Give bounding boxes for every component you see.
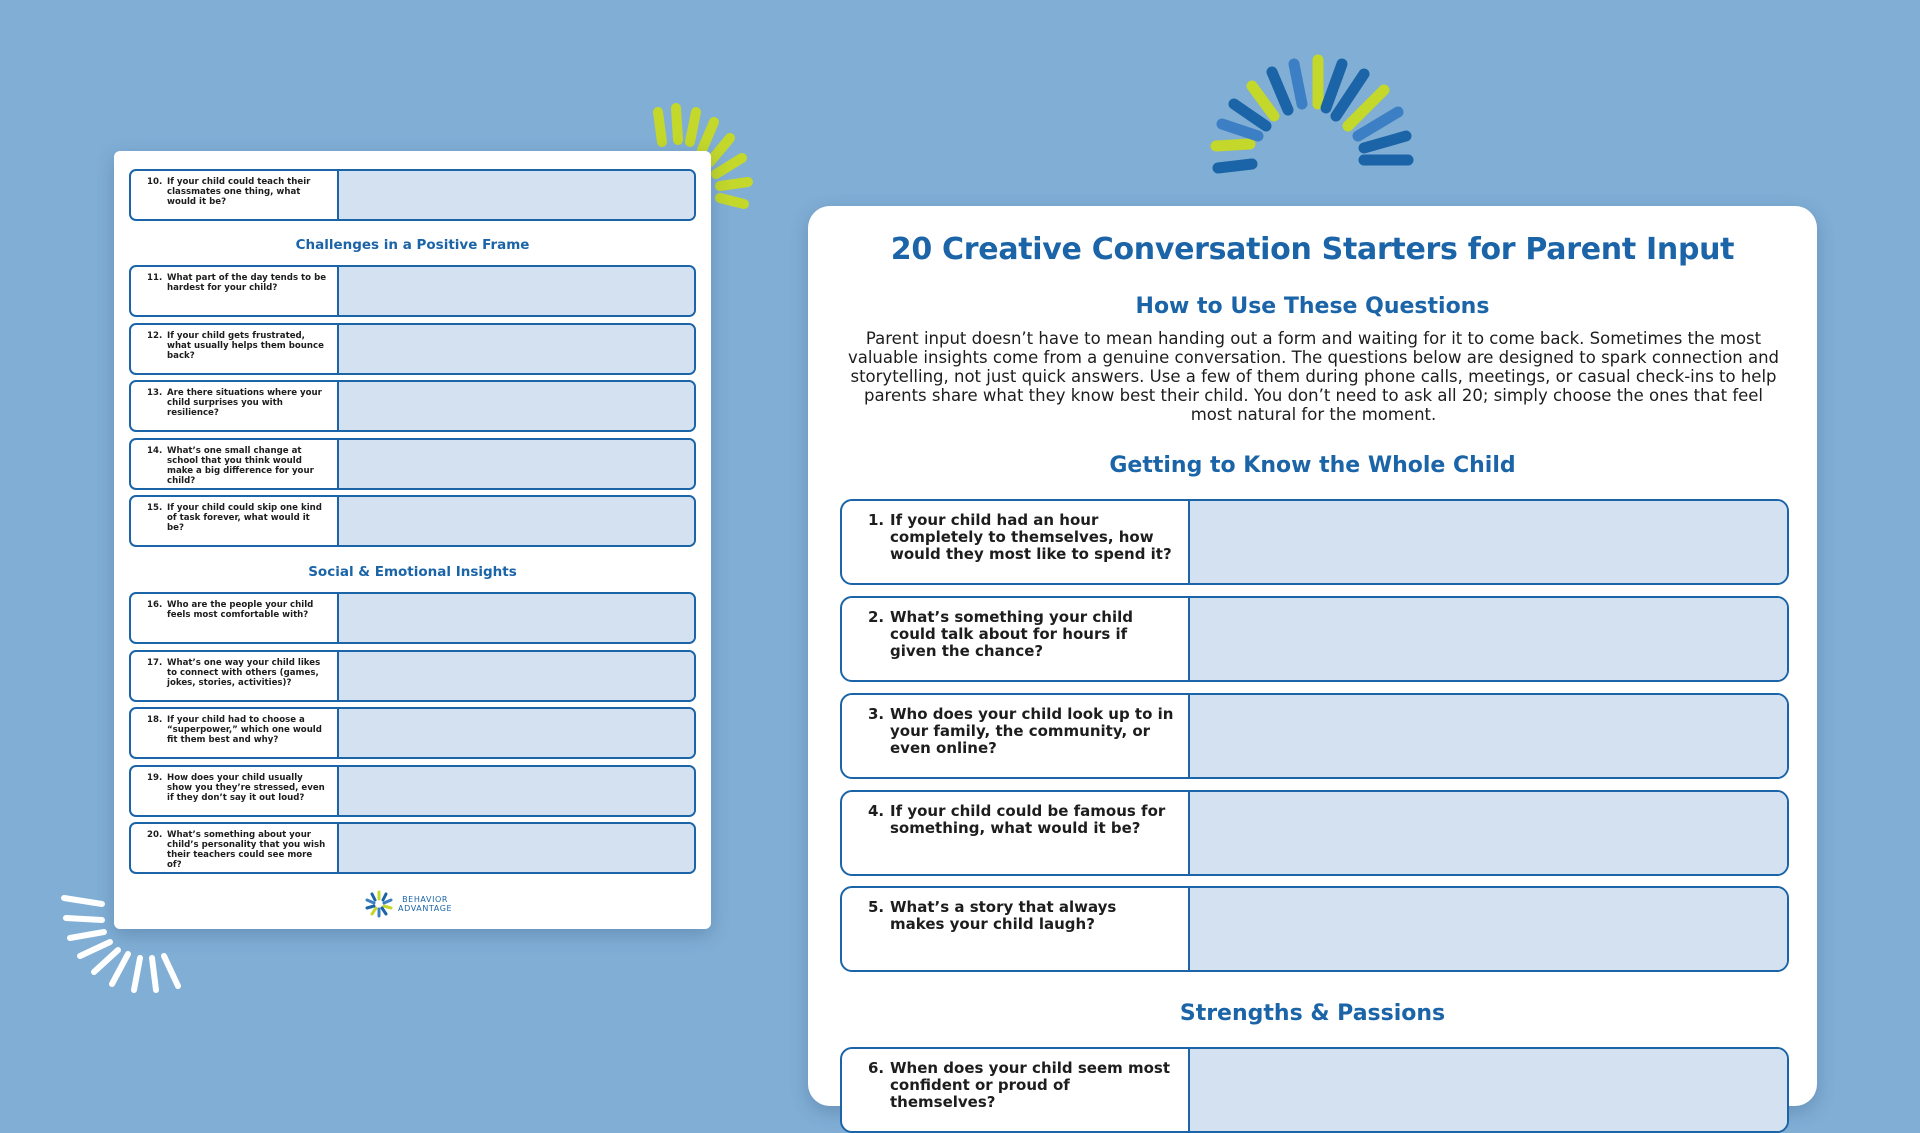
intro-paragraph: Parent input doesn’t have to mean handing out a form and waiting for it to come back. Sometimes the most valuable insights come from a genuine conversation. The questions below are designed to spark connection and storytelling, not just quick answers. Use a few of them during phone calls, meetings, or casual check-ins to help parents share what they know best their child. You don’t need to ask all 20; simply choose the ones that feel most natural for the moment. [847, 329, 1780, 424]
question-row-14 [129, 438, 696, 490]
question-row-1 [840, 499, 1789, 585]
answer-field[interactable] [337, 325, 694, 373]
question-row-3 [840, 693, 1789, 779]
question-number: 14. [147, 446, 163, 456]
question-number: 5. [868, 898, 885, 916]
question-row-11 [129, 265, 696, 317]
answer-field[interactable] [337, 652, 694, 700]
worksheet-page-1 [808, 206, 1817, 1111]
question-row-6 [840, 1047, 1789, 1133]
question-number: 11. [147, 273, 163, 283]
question-number: 2. [868, 608, 885, 626]
question-row-12 [129, 323, 696, 375]
question-number: 17. [147, 658, 163, 668]
question-row-18 [129, 707, 696, 759]
answer-field[interactable] [337, 709, 694, 757]
answer-field[interactable] [1188, 501, 1787, 583]
question-number: 16. [147, 600, 163, 610]
question-text: Who does your child look up to in your family, the community, or even online? [890, 705, 1174, 757]
answer-field[interactable] [337, 382, 694, 430]
question-row-20 [129, 822, 696, 874]
page-title: 20 Creative Conversation Starters for Parent Input [890, 232, 1735, 267]
question-row-10 [129, 169, 696, 221]
answer-field[interactable] [1188, 695, 1787, 777]
question-number: 10. [147, 177, 163, 187]
question-text: What’s something your child could talk about for hours if given the chance? [890, 608, 1134, 660]
question-number: 13. [147, 388, 163, 398]
sunburst-blue-icon [1208, 50, 1428, 180]
question-text: Who are the people your child feels most comfortable with? [167, 600, 314, 620]
question-text: If your child gets frustrated, what usually helps them bounce back? [167, 331, 324, 361]
question-row-2 [840, 596, 1789, 682]
question-number: 20. [147, 830, 163, 840]
behavior-advantage-logo [364, 889, 452, 919]
worksheet-page-2 [114, 151, 711, 929]
answer-field[interactable] [337, 171, 694, 219]
question-text: What’s one way your child likes to connect with others (games, jokes, stories, activities)? [167, 658, 321, 688]
question-number: 1. [868, 511, 885, 529]
answer-field[interactable] [337, 824, 694, 872]
section-heading-challenges: Challenges in a Positive Frame [295, 237, 530, 253]
answer-field[interactable] [337, 440, 694, 488]
question-text: If your child had an hour completely to themselves, how would they most like to spend it? [890, 511, 1172, 563]
question-row-13 [129, 380, 696, 432]
question-row-17 [129, 650, 696, 702]
question-text: If your child could teach their classmates one thing, what would it be? [167, 177, 311, 207]
answer-field[interactable] [337, 267, 694, 315]
answer-field[interactable] [337, 767, 694, 815]
question-number: 3. [868, 705, 885, 723]
question-text: When does your child seem most confident or proud of themselves? [890, 1059, 1171, 1111]
answer-field[interactable] [337, 497, 694, 545]
question-text: If your child could be famous for something, what would it be? [890, 802, 1166, 837]
answer-field[interactable] [1188, 888, 1787, 970]
question-text: If your child had to choose a “superpower,” which one would fit them best and why? [167, 715, 322, 745]
question-text: What part of the day tends to be hardest for your child? [167, 273, 327, 293]
question-row-4 [840, 790, 1789, 876]
answer-field[interactable] [1188, 1049, 1787, 1131]
logo-line-1: BEHAVIOR [402, 895, 449, 904]
question-number: 18. [147, 715, 163, 725]
section-heading-strengths: Strengths & Passions [1179, 1001, 1446, 1026]
question-row-16 [129, 592, 696, 644]
question-text: What’s a story that always makes your child laugh? [890, 898, 1117, 933]
question-text: How does your child usually show you they’re stressed, even if they don’t say it out loud? [167, 773, 325, 803]
section-heading-whole-child: Getting to Know the Whole Child [1109, 453, 1516, 478]
answer-field[interactable] [1188, 598, 1787, 680]
answer-field[interactable] [1188, 792, 1787, 874]
question-row-15 [129, 495, 696, 547]
question-row-19 [129, 765, 696, 817]
question-number: 15. [147, 503, 163, 513]
behavior-advantage-logo-icon [364, 889, 394, 919]
question-row-5 [840, 886, 1789, 972]
question-text: Are there situations where your child surprises you with resilience? [167, 388, 322, 418]
answer-field[interactable] [337, 594, 694, 642]
question-number: 12. [147, 331, 163, 341]
section-heading-how-to-use: How to Use These Questions [1135, 294, 1490, 319]
logo-line-2: ADVANTAGE [398, 904, 453, 913]
question-text: What’s something about your child’s personality that you wish their teachers could see more of? [167, 830, 326, 870]
question-text: If your child could skip one kind of task forever, what would it be? [167, 503, 322, 533]
question-number: 4. [868, 802, 885, 820]
section-heading-social: Social & Emotional Insights [308, 564, 517, 580]
question-number: 19. [147, 773, 163, 783]
question-number: 6. [868, 1059, 885, 1077]
question-text: What’s one small change at school that you think would make a big difference for your child? [167, 446, 314, 486]
